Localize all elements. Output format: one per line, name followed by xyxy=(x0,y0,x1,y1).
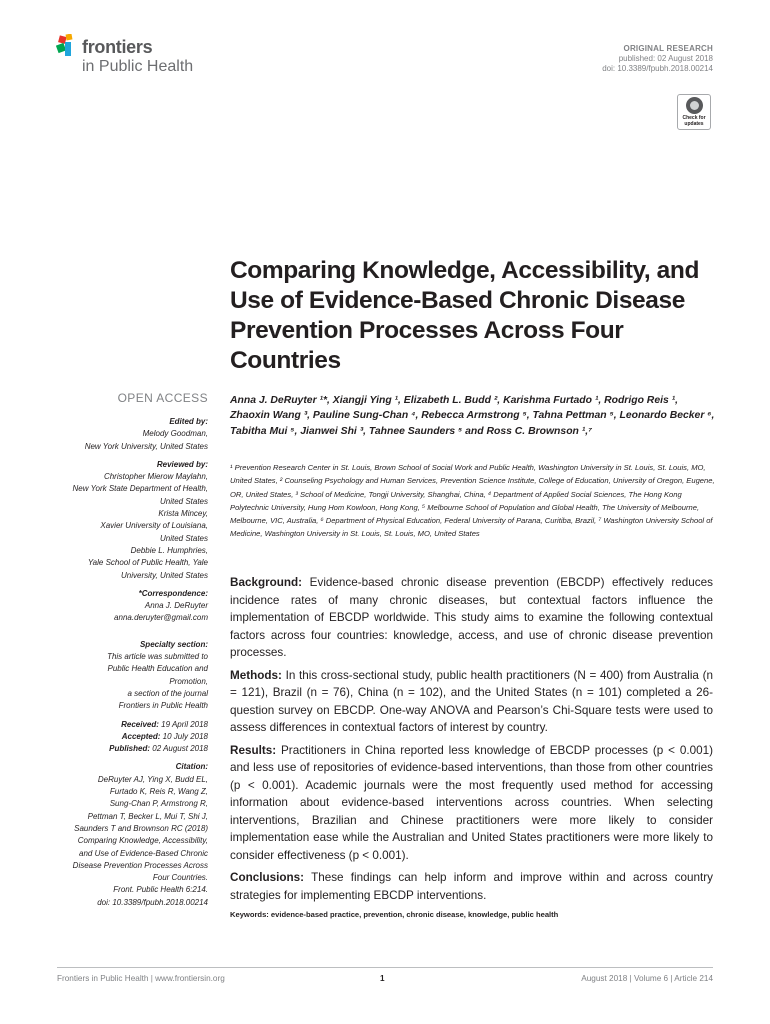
frontiers-logo-icon xyxy=(56,34,80,60)
abstract-results: Results: Practitioners in China reported less knowledge of EBCDP processes (p < 0.001) and less use of repositories of evidence-based interventions, than those from other countries (p < 0.001). Academic journals were the most frequently used method for accessing information about evidence-based interventions across countries. When selecting interventions, Brazilian and Chinese practitioners were more likely to consider implementation ease while the Australian and United States practitioners were more likely to consider effectiveness (p < 0.001). xyxy=(230,743,713,862)
specialty-heading: Specialty section: xyxy=(139,639,208,649)
brand-name: frontiers xyxy=(82,37,153,57)
correspondence-section xyxy=(40,588,208,625)
published-date: published: 02 August 2018 xyxy=(618,54,713,63)
affiliation-list: ¹ Prevention Research Center in St. Louis, Brown School of Social Work and Public Health, Washington University in St. Louis, St. Louis, MO, United States, ² Counseling Psychology and Human Services, Prevention Science Institute, College of Education, University of Oregon, Eugene, OR, United States, ³ School of Medicine, Tongji University, Shanghai, China, ⁴ Department of Applied Social Sciences, The Hong Kong Polytechnic University, Hung Hom Kowloon, Hong Kong, ⁵ Melbourne School of Population and Global Health, The University of Melbourne, Melbourne, VIC, Australia, ⁶ Department of Physical Education, Federal University of Parana, Curitiba, Brazil, ⁷ Washington University School of Medicine, Washington University in St. Louis, St. Louis, MO, United States xyxy=(230,463,715,539)
article-type: ORIGINAL RESEARCH xyxy=(623,44,713,53)
specialty-section xyxy=(40,639,208,713)
abstract-methods: Methods: In this cross-sectional study, public health practitioners (N = 400) from Australia (n = 121), Brazil (n = 76), China (n = 102), and the United States (n = 101) completed a 26-question survey on EBCDP. One-way ANOVA and Pearson’s Chi-Square tests were used to assess differences in contextual factors of interest by country. xyxy=(230,668,713,734)
check-for-updates-badge[interactable] xyxy=(677,94,711,130)
correspondence-info[interactable]: Anna J. DeRuyter anna.deruyter@gmail.com xyxy=(114,601,208,623)
footer-divider xyxy=(57,967,713,968)
crossmark-label: Check for updates xyxy=(682,115,706,127)
edited-by-heading: Edited by: xyxy=(169,417,208,426)
abstract-conclusions: Conclusions: These findings can help inform and improve within and across country strategies for implementing EBCDP interventions. xyxy=(230,871,713,902)
abstract-background: Background: Evidence-based chronic disease prevention (EBCDP) effectively reduces incidence rates of many chronic diseases, but contextual factors influence the implementation of EBCDP worldwide. This study aims to examine the following contextual factors across four countries: knowledge, access, and use of chronic disease prevention processes. xyxy=(230,576,713,659)
crossmark-icon xyxy=(686,97,703,114)
specialty-info: This article was submitted to Public Health Education and Promotion, a section of the journal Frontiers in Public Health xyxy=(107,652,208,711)
author-list: Anna J. DeRuyter ¹*, Xiangji Ying ¹, Elizabeth L. Budd ², Karishma Furtado ¹, Rodrigo Reis ¹, Zhaoxin Wang ³, Pauline Sung-Chan ⁴, Rebecca Armstrong ⁵, Tahna Pettman ⁵, Leonardo Becker ⁶, Tabitha Mui ⁵, Jianwei Shi ³, Tahnee Saunders ⁵ and Ross C. Brownson ¹,⁷ xyxy=(230,395,715,437)
article-title: Comparing Knowledge, Accessibility, and Use of Evidence-Based Chronic Disease Prevention Processes Across Four Countries xyxy=(230,257,700,374)
footer-journal-link[interactable]: Frontiers in Public Health | www.frontiersin.org xyxy=(57,974,225,983)
reviewer-info: Christopher Mierow Maylahn, New York State Department of Health, United States Krista Mincey, Xavier University of Louisiana, United States Debbie L. Humphries, Yale School of Public Health, Yale University, United States xyxy=(72,472,208,580)
doi[interactable]: doi: 10.3389/fpubh.2018.00214 xyxy=(602,64,713,73)
citation-section xyxy=(40,761,208,909)
journal-logo[interactable] xyxy=(56,34,226,84)
page-number: 1 xyxy=(380,974,385,983)
article-sidebar xyxy=(40,391,208,915)
edited-by-section xyxy=(40,416,208,453)
keywords: Keywords: evidence-based practice, prevention, chronic disease, knowledge, public health xyxy=(230,910,559,919)
citation-info: DeRuyter AJ, Ying X, Budd EL, Furtado K, Reis R, Wang Z, Sung-Chan P, Armstrong R, Pettman T, Becker L, Mui T, Shi J, Saunders T and Brownson RC (2018) Comparing Knowledge, Accessibility, and Use of Evidence-Based Chronic Disease Prevention Processes Across Four Countries. Front. Public Health 6:214. doi: 10.3389/fpubh.2018.00214 xyxy=(72,774,208,907)
correspondence-heading: *Correspondence: xyxy=(138,588,208,598)
abstract xyxy=(230,574,713,921)
footer-issue-info: August 2018 | Volume 6 | Article 214 xyxy=(581,974,713,983)
reviewed-by-section xyxy=(40,459,208,582)
editor-info: Melody Goodman, New York University, United States xyxy=(84,429,208,451)
open-access-label: OPEN ACCESS xyxy=(117,391,208,405)
dates-section xyxy=(40,719,208,756)
reviewed-by-heading: Reviewed by: xyxy=(156,459,208,469)
published-line: Published: 02 August 2018 xyxy=(109,744,208,754)
citation-heading: Citation: xyxy=(175,762,208,772)
article-meta xyxy=(602,44,713,74)
journal-name: in Public Health xyxy=(82,58,194,75)
received-line: Received: 19 April 2018 xyxy=(121,719,208,729)
accepted-line: Accepted: 10 July 2018 xyxy=(121,731,208,741)
